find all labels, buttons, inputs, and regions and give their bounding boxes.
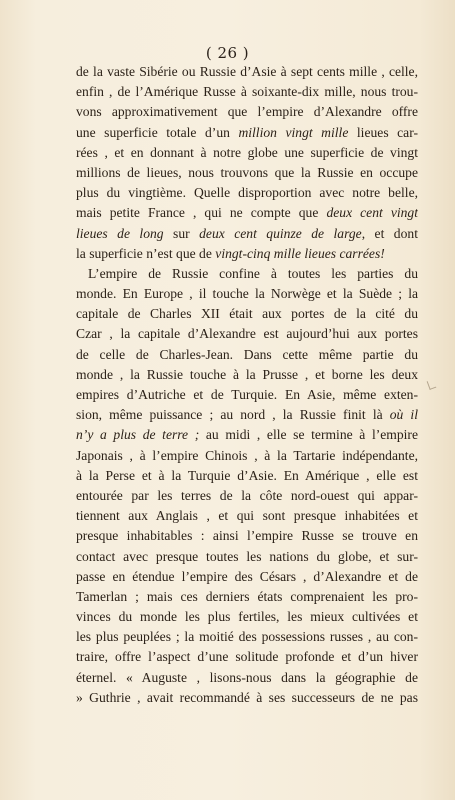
text-line: sion, même puissance ; au nord , la Russie finit là où il [76,407,418,423]
text-line: vinces du monde les plus fertiles, les mieux cultivées et [76,609,418,625]
text-line: Tamerlan ; mais ces derniers états comprenaient les pro- [76,588,418,604]
text-line: presque inhabitables : ainsi l’empire Russe se trouve en [76,528,418,544]
text-line: de la vaste Sibérie ou Russie d’Asie à sept cents mille , celle, [76,64,418,79]
text-line: contact avec presque toutes les nations du globe, et sur- [76,548,418,564]
text-line: capitale de Charles XII était aux portes de la cité du [76,306,418,322]
text-line: éternel. « Auguste , lisons-nous dans la géographie de [76,669,418,685]
text-line: empires d’Autriche et de Turquie. En Asie, même exten- [76,387,418,402]
text-line: millions de lieues, nous trouvons que la Russie en occupe [76,164,418,180]
text-line: les plus peuplées ; la moitié des possessions russes , au con- [76,629,418,645]
body-text [76,62,418,708]
text-line: la superficie n’est que de vingt-cinq mille lieues carrées! [76,245,385,261]
text-line: » Guthrie , avait recommandé à ses successeurs de ne pas [76,689,418,705]
text-line: traire, offre l’aspect d’une solitude profonde et d’un hiver [76,649,418,665]
page-number: ( 26 ) [205,44,250,62]
text-line: plus du vingtième. Quelle disproportion avec notre belle, [76,185,418,201]
text-line: monde. En Europe , il touche la Norwège et la Suède ; la [76,286,418,302]
text-line: à la Perse et à la Turquie d’Asie. En Amérique , elle est [76,467,418,483]
text-line: vons approximativement que l’empire d’Alexandre offre [76,104,418,120]
text-line: n’y a plus de terre ; au midi , elle se termine à l’empire [76,427,418,443]
text-line: monde , la Russie touche à la Prusse , et borne les deux [76,366,418,382]
text-line: L’empire de Russie confine à toutes les parties du [88,265,418,281]
margin-tick-mark [427,379,437,390]
text-line: une superficie totale d’un million vingt mille lieues car- [76,124,418,140]
text-line: passe en étendue l’empire des Césars , d’Alexandre et de [76,568,418,584]
text-line: lieues de long sur deux cent quinze de large, et dont [76,225,418,241]
text-line: mais petite France , qui ne compte que deux cent vingt [76,205,418,221]
text-line: tiennent aux Anglais , et qui sont presque inhabitées et [76,508,418,524]
text-line: rées , et en donnant à notre globe une superficie de vingt [76,144,418,160]
text-line: de celle de Charles-Jean. Dans cette même partie du [76,346,418,362]
text-line: Japonais , à l’empire Chinois , à la Tartarie indépendante, [76,447,418,463]
text-line: enfin , de l’Amérique Russe à soixante-dix mille, nous trou- [76,84,418,100]
text-line: entourée par les terres de la côte nord-ouest qui appar- [76,487,418,503]
text-line: Czar , la capitale d’Alexandre est aujourd’hui aux portes [76,326,418,342]
